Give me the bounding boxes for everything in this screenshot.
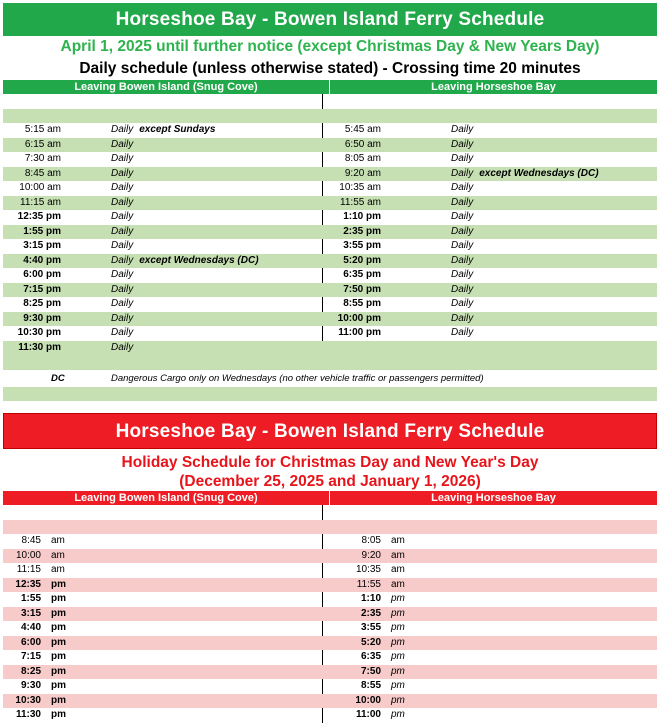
frequency-label: Daily bbox=[111, 298, 134, 309]
column-header-horseshoe: Leaving Horseshoe Bay bbox=[431, 492, 556, 504]
schedule-row bbox=[3, 341, 657, 356]
am-pm: pm bbox=[391, 651, 405, 662]
frequency-bowen bbox=[111, 196, 133, 211]
departure-time-bowen: 8:45 am bbox=[24, 167, 61, 179]
column-header-bowen: Leaving Bowen Island (Snug Cove) bbox=[3, 491, 330, 505]
frequency-bowen bbox=[111, 297, 133, 312]
time-value: 6:00 bbox=[20, 636, 41, 648]
frequency-bowen bbox=[111, 210, 133, 225]
frequency-label: Daily bbox=[111, 138, 134, 150]
schedule-row bbox=[3, 326, 657, 341]
departure-time-horseshoe: 5:20 pm bbox=[343, 254, 381, 266]
time-value: 10:00 bbox=[355, 694, 381, 706]
time-value: 11:15 bbox=[16, 564, 41, 575]
frequency-label: Daily bbox=[451, 283, 474, 295]
time-value: 10:30 bbox=[15, 694, 41, 706]
departure-time-horseshoe bbox=[343, 578, 405, 593]
departure-time-horseshoe: 10:35 am bbox=[339, 182, 381, 193]
schedule-row bbox=[3, 355, 657, 370]
schedule-row bbox=[3, 196, 657, 211]
am-pm: pm bbox=[51, 578, 66, 590]
schedule-row bbox=[3, 387, 657, 402]
frequency-horseshoe bbox=[451, 268, 473, 283]
frequency-label: Daily bbox=[111, 283, 134, 295]
frequency-bowen bbox=[111, 326, 133, 341]
am-pm: pm bbox=[391, 709, 405, 720]
departure-time-bowen: 6:15 am bbox=[24, 138, 61, 150]
schedule-row bbox=[3, 694, 657, 709]
frequency-label: Daily bbox=[111, 211, 134, 222]
departure-time-horseshoe bbox=[343, 563, 405, 578]
schedule-row bbox=[3, 225, 657, 240]
schedule-row bbox=[3, 708, 657, 723]
schedule-row bbox=[3, 679, 657, 694]
am-pm: pm bbox=[51, 622, 66, 633]
frequency-label: Daily bbox=[111, 269, 134, 280]
frequency-label: Daily bbox=[451, 312, 474, 324]
departure-time-bowen: 6:00 pm bbox=[23, 269, 61, 280]
schedule-row bbox=[3, 254, 657, 269]
am-pm: pm bbox=[51, 651, 66, 662]
am-pm: pm bbox=[391, 593, 405, 604]
am-pm: am bbox=[51, 549, 65, 561]
time-value: 11:30 bbox=[15, 709, 41, 720]
frequency-label: Daily bbox=[111, 341, 134, 353]
frequency-label: Daily bbox=[111, 167, 134, 179]
frequency-label: Daily bbox=[451, 138, 474, 150]
departure-time-bowen bbox=[3, 636, 66, 651]
effective-date-line: April 1, 2025 until further notice (except Christmas Day & New Years Day) bbox=[60, 38, 600, 55]
frequency-label: Daily bbox=[111, 124, 134, 135]
schedule-row bbox=[3, 312, 657, 327]
time-value: 8:25 bbox=[20, 665, 41, 677]
frequency-horseshoe bbox=[451, 167, 599, 182]
frequency-bowen bbox=[111, 167, 133, 182]
frequency-bowen bbox=[111, 239, 133, 254]
time-value: 12:35 bbox=[15, 578, 41, 590]
departure-time-horseshoe: 11:00 pm bbox=[338, 327, 381, 338]
schedule-row bbox=[3, 94, 657, 109]
schedule-row bbox=[3, 665, 657, 680]
frequency-bowen bbox=[111, 341, 133, 356]
departure-time-bowen bbox=[3, 679, 66, 694]
departure-time-bowen: 1:55 pm bbox=[23, 225, 61, 237]
time-value: 1:10 bbox=[360, 593, 381, 604]
exception-note: except Wednesdays (DC) bbox=[139, 254, 259, 266]
departure-time-bowen: 7:15 pm bbox=[23, 283, 61, 295]
schedule-row bbox=[3, 210, 657, 225]
departure-time-horseshoe: 1:10 pm bbox=[343, 211, 381, 222]
departure-time-bowen bbox=[3, 650, 66, 665]
schedule-row bbox=[3, 650, 657, 665]
schedule-row bbox=[3, 592, 657, 607]
departure-time-bowen bbox=[3, 563, 65, 578]
am-pm: am bbox=[51, 535, 65, 546]
frequency-label: Daily bbox=[451, 153, 474, 164]
holiday-column-headers bbox=[3, 491, 657, 505]
departure-time-horseshoe: 3:55 pm bbox=[343, 240, 381, 251]
frequency-bowen bbox=[111, 268, 133, 283]
am-pm: pm bbox=[391, 665, 405, 677]
frequency-label: Daily bbox=[111, 225, 134, 237]
time-value: 11:55 bbox=[356, 578, 381, 590]
departure-time-horseshoe: 5:45 am bbox=[344, 124, 381, 135]
frequency-label: Daily bbox=[451, 211, 474, 222]
frequency-horseshoe bbox=[451, 225, 473, 240]
departure-time-bowen: 12:35 pm bbox=[17, 211, 61, 222]
frequency-label: Daily bbox=[451, 240, 474, 251]
am-pm: am bbox=[391, 535, 405, 546]
schedule-row bbox=[3, 268, 657, 283]
am-pm: pm bbox=[391, 636, 405, 648]
time-value: 3:15 bbox=[20, 607, 41, 619]
schedule-row bbox=[3, 578, 657, 593]
departure-time-horseshoe bbox=[343, 607, 405, 622]
departure-time-horseshoe: 10:00 pm bbox=[337, 312, 381, 324]
frequency-horseshoe bbox=[451, 138, 473, 153]
frequency-label: Daily bbox=[451, 254, 474, 266]
frequency-bowen bbox=[111, 138, 133, 153]
frequency-label: Daily bbox=[111, 327, 134, 338]
am-pm: pm bbox=[51, 665, 66, 677]
time-value: 8:55 bbox=[360, 680, 381, 691]
time-value: 6:35 bbox=[360, 651, 381, 662]
departure-time-horseshoe bbox=[343, 534, 405, 549]
am-pm: am bbox=[391, 578, 405, 590]
schedule-row bbox=[3, 636, 657, 651]
time-value: 9:20 bbox=[361, 549, 381, 561]
departure-time-bowen: 9:30 pm bbox=[23, 312, 61, 324]
frequency-horseshoe bbox=[451, 210, 473, 225]
am-pm: pm bbox=[391, 622, 405, 633]
frequency-bowen bbox=[111, 254, 259, 269]
departure-time-bowen: 3:15 pm bbox=[23, 240, 61, 251]
schedule-row bbox=[3, 297, 657, 312]
frequency-label: Daily bbox=[451, 269, 474, 280]
exception-note: except Sundays bbox=[139, 124, 216, 135]
departure-time-bowen bbox=[3, 694, 66, 709]
departure-time-horseshoe bbox=[343, 621, 405, 636]
column-header-horseshoe: Leaving Horseshoe Bay bbox=[431, 81, 556, 93]
frequency-bowen bbox=[111, 283, 133, 298]
frequency-label: Daily bbox=[451, 298, 474, 309]
departure-time-bowen bbox=[3, 621, 66, 636]
departure-time-horseshoe: 7:50 pm bbox=[343, 283, 381, 295]
departure-time-horseshoe bbox=[343, 694, 405, 709]
departure-time-bowen: 10:30 pm bbox=[17, 327, 61, 338]
time-value: 10:00 bbox=[15, 549, 41, 561]
am-pm: pm bbox=[51, 593, 66, 604]
schedule-row bbox=[3, 505, 657, 520]
schedule-row bbox=[3, 520, 657, 535]
departure-time-bowen bbox=[3, 708, 66, 723]
departure-time-bowen: 10:00 am bbox=[19, 182, 61, 193]
frequency-bowen bbox=[111, 181, 133, 196]
frequency-bowen bbox=[111, 152, 133, 167]
time-value: 3:55 bbox=[360, 622, 381, 633]
schedule-row bbox=[3, 621, 657, 636]
departure-time-horseshoe: 2:35 pm bbox=[343, 225, 381, 237]
departure-time-horseshoe: 6:50 am bbox=[344, 138, 381, 150]
frequency-horseshoe bbox=[451, 123, 473, 138]
departure-time-horseshoe bbox=[343, 650, 405, 665]
am-pm: pm bbox=[51, 636, 66, 648]
time-value: 4:40 bbox=[20, 622, 41, 633]
am-pm: pm bbox=[51, 680, 66, 691]
schedule-row bbox=[3, 181, 657, 196]
frequency-label: Daily bbox=[451, 327, 474, 338]
schedule-row bbox=[3, 239, 657, 254]
time-value: 11:00 bbox=[355, 709, 381, 720]
time-value: 7:50 bbox=[360, 665, 381, 677]
frequency-horseshoe bbox=[451, 297, 473, 312]
schedule-row bbox=[3, 138, 657, 153]
frequency-label: Daily bbox=[451, 196, 474, 208]
frequency-horseshoe bbox=[451, 196, 473, 211]
departure-time-horseshoe: 9:20 am bbox=[344, 167, 381, 179]
schedule-row bbox=[3, 607, 657, 622]
departure-time-horseshoe: 11:55 am bbox=[340, 196, 381, 208]
departure-time-bowen: 5:15 am bbox=[24, 124, 61, 135]
am-pm: am bbox=[51, 564, 65, 575]
am-pm: pm bbox=[391, 694, 405, 706]
departure-time-horseshoe bbox=[343, 679, 405, 694]
regular-column-headers bbox=[3, 80, 657, 94]
time-value: 10:35 bbox=[355, 564, 381, 575]
column-header-bowen: Leaving Bowen Island (Snug Cove) bbox=[3, 80, 330, 94]
exception-note: except Wednesdays (DC) bbox=[479, 167, 599, 179]
departure-time-bowen: 7:30 am bbox=[24, 153, 61, 164]
frequency-label: Daily bbox=[111, 240, 134, 251]
am-pm: am bbox=[391, 564, 405, 575]
am-pm: pm bbox=[51, 694, 66, 706]
schedule-note: Daily schedule (unless otherwise stated) - Crossing time 20 minutes bbox=[79, 60, 581, 77]
schedule-row bbox=[3, 123, 657, 138]
frequency-label: Daily bbox=[451, 182, 474, 193]
departure-time-bowen: 8:25 pm bbox=[23, 298, 61, 309]
departure-time-bowen: 4:40 pm bbox=[23, 254, 61, 266]
regular-schedule-table bbox=[3, 94, 657, 401]
frequency-label: Daily bbox=[451, 167, 474, 179]
departure-time-bowen: 11:30 pm bbox=[18, 341, 61, 353]
time-value: 9:30 bbox=[20, 680, 41, 691]
departure-time-horseshoe bbox=[343, 592, 405, 607]
schedule-row bbox=[3, 167, 657, 182]
frequency-bowen bbox=[111, 123, 215, 138]
departure-time-bowen: 11:15 am bbox=[20, 196, 61, 208]
frequency-horseshoe bbox=[451, 152, 473, 167]
am-pm: pm bbox=[391, 607, 405, 619]
dc-description: Dangerous Cargo only on Wednesdays (no other vehicle traffic or passengers permitted) bbox=[111, 372, 484, 384]
frequency-label: Daily bbox=[111, 254, 134, 266]
schedule-document bbox=[3, 3, 657, 723]
frequency-label: Daily bbox=[111, 196, 134, 208]
am-pm: pm bbox=[51, 709, 66, 720]
frequency-label: Daily bbox=[451, 225, 474, 237]
departure-time-horseshoe: 8:05 am bbox=[344, 153, 381, 164]
time-value: 8:05 bbox=[361, 535, 381, 546]
departure-time-bowen bbox=[3, 607, 66, 622]
departure-time-bowen bbox=[3, 592, 66, 607]
frequency-label: Daily bbox=[451, 124, 474, 135]
schedule-row bbox=[3, 109, 657, 124]
frequency-label: Daily bbox=[111, 182, 134, 193]
holiday-dates: (December 25, 2025 and January 1, 2026) bbox=[179, 473, 481, 490]
departure-time-horseshoe: 8:55 pm bbox=[343, 298, 381, 309]
schedule-row bbox=[3, 563, 657, 578]
time-value: 5:20 bbox=[360, 636, 381, 648]
departure-time-horseshoe bbox=[343, 708, 405, 723]
frequency-bowen bbox=[111, 225, 133, 240]
dc-legend-row bbox=[3, 370, 657, 387]
departure-time-horseshoe bbox=[343, 636, 405, 651]
departure-time-horseshoe bbox=[343, 549, 405, 564]
frequency-horseshoe bbox=[451, 312, 473, 327]
departure-time-bowen bbox=[3, 534, 65, 549]
time-value: 2:35 bbox=[360, 607, 381, 619]
holiday-schedule-title: Horseshoe Bay - Bowen Island Ferry Schedule bbox=[3, 413, 657, 449]
am-pm: am bbox=[391, 549, 405, 561]
dc-code: DC bbox=[51, 372, 65, 384]
frequency-horseshoe bbox=[451, 239, 473, 254]
departure-time-bowen bbox=[3, 665, 66, 680]
schedule-row bbox=[3, 152, 657, 167]
time-value: 8:45 bbox=[21, 535, 41, 546]
time-value: 1:55 bbox=[20, 593, 41, 604]
departure-time-bowen bbox=[3, 578, 66, 593]
frequency-bowen bbox=[111, 312, 133, 327]
departure-time-horseshoe: 6:35 pm bbox=[343, 269, 381, 280]
departure-time-bowen bbox=[3, 549, 65, 564]
regular-schedule-title: Horseshoe Bay - Bowen Island Ferry Schedule bbox=[3, 3, 657, 36]
frequency-horseshoe bbox=[451, 283, 473, 298]
holiday-subtitle: Holiday Schedule for Christmas Day and New Year's Day bbox=[121, 454, 539, 471]
frequency-label: Daily bbox=[111, 312, 134, 324]
am-pm: pm bbox=[51, 607, 66, 619]
schedule-row bbox=[3, 534, 657, 549]
frequency-horseshoe bbox=[451, 326, 473, 341]
frequency-label: Daily bbox=[111, 153, 134, 164]
frequency-horseshoe bbox=[451, 254, 473, 269]
schedule-row bbox=[3, 283, 657, 298]
holiday-schedule-table bbox=[3, 505, 657, 723]
am-pm: pm bbox=[391, 680, 405, 691]
time-value: 7:15 bbox=[20, 651, 41, 662]
frequency-horseshoe bbox=[451, 181, 473, 196]
schedule-row bbox=[3, 549, 657, 564]
departure-time-horseshoe bbox=[343, 665, 405, 680]
